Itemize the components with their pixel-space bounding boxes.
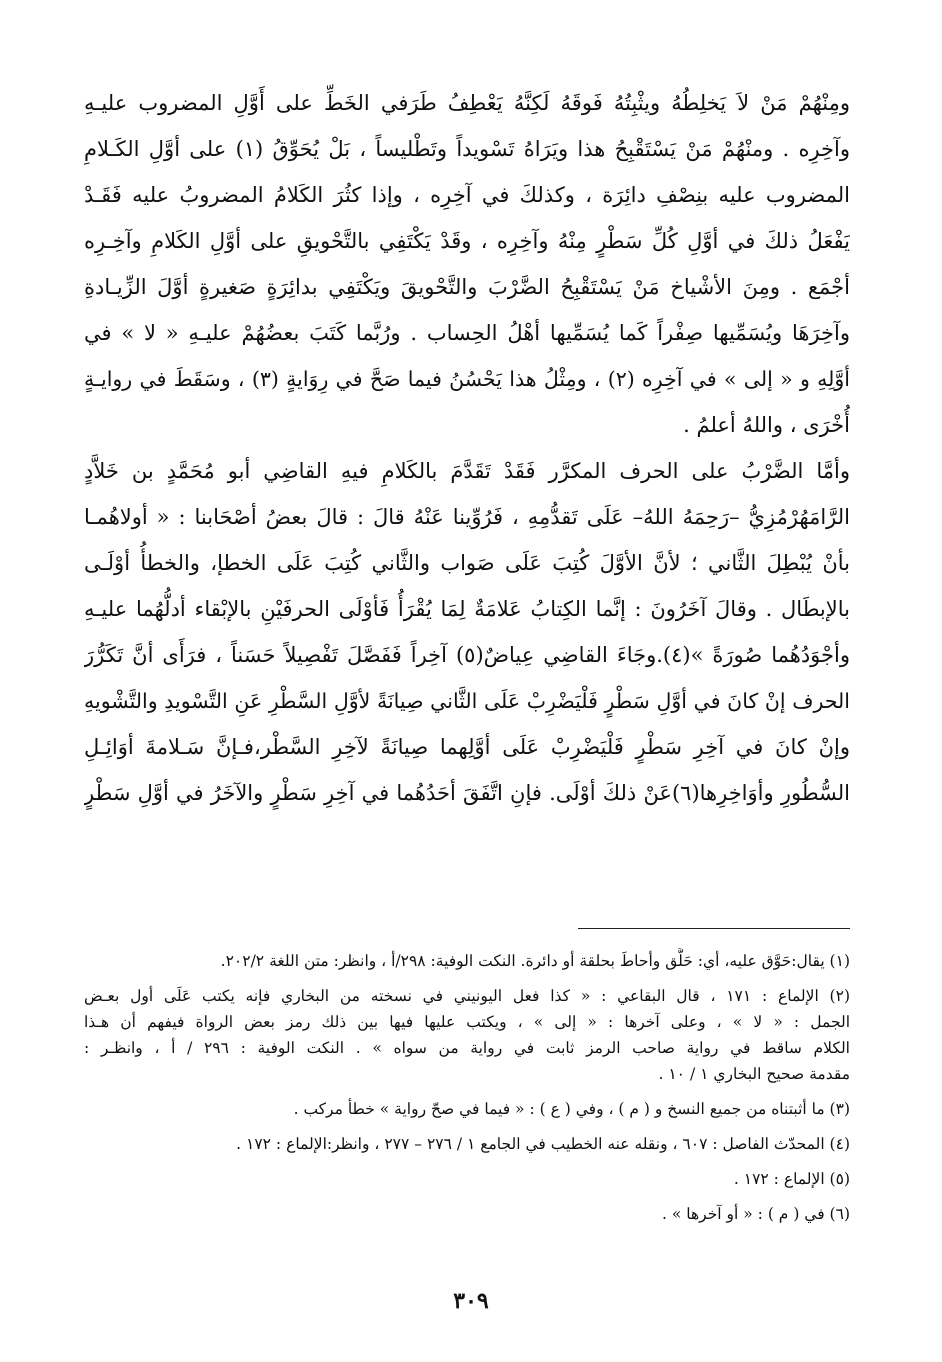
footnote-line: (٣) ما أثبتناه من جميع النسخ و ( م ) ، وفي ( ع ) : « فيما في صحّ رواية » خطأ مركب . — [293, 1100, 850, 1118]
text-line: أُخْرَى ، واللهُ أعلمُ . — [683, 413, 850, 437]
text-line: وأجْوَدُهُما صُورَةً »(٤).وجَاءَ القاضِي عِياضٌ(٥) آخِراً فَفَصَّلَ تَفْصِيلاً حَسَناً ، فرَأَى أنَّ تَكَرُّرَ — [84, 643, 850, 667]
footnote-4 — [84, 1131, 850, 1157]
footnote-line: (٤) المحدّث الفاصل : ٦٠٧ ، ونقله عنه الخطيب في الجامع ١ / ٢٧٦ – ٢٧٧ ، وانظر:الإلماع : ١٧٢ . — [236, 1135, 850, 1153]
footnote-3 — [84, 1096, 850, 1122]
text-line: الحرف إنْ كانَ في أوَّلِ سَطْرٍ فَلْيَضْرِبْ عَلَى الثَّاني صِيانَةً لأوَّلِ السَّطْرِ عَنِ التَّسْويدِ والتَّشْويهِ — [84, 689, 850, 713]
text-line: ومِنْهُمْ مَنْ لاَ يَخلِطُهُ ويثْبِتُهُ فَوقَهُ لَكِنَّهُ يَعْطِفُ طَرَفي الخَطِّ على أَوَّلِ المضروب عليـهِ — [84, 91, 850, 115]
text-line: وأمَّا الضَّرْبُ على الحرف المكرَّر فَقَدْ تَقَدَّمَ بالكَلامِ فيهِ القاضِي أبو مُحَمَّدٍ بن خَلاَّدٍ — [84, 459, 850, 483]
main-text — [84, 80, 850, 816]
footnote-line: الجمل : « لا » ، وعلى آخرها : « إلى » ، ويكتب عليها فيها بين ذلك رمز بعض الرواة فيفهم أن هـذا — [84, 1013, 850, 1031]
text-line: المضروب عليه بنِصْفِ دائِرَة ، وكذلكَ في آخِرِه ، وإذا كثُرَ الكَلامُ المضروبُ عليه فَقَـدْ — [84, 183, 850, 207]
footnote-line: مقدمة صحيح البخاري ١ / ١٠ . — [658, 1065, 850, 1083]
text-line: وآخِرَهَا ويُسَمِّيها صِفْراً كَما يُسَمِّيها أهْلُ الحِساب . ورُبَّما كَتَبَ بعضُهُمْ عليـهِ « لا » في — [84, 321, 850, 345]
text-line: الرَّامَهُرْمُزِيُّ –رَحِمَهُ اللهُ– عَلَى تَقدُّمِهِ ، فَرُوِّينا عَنْهُ قالَ : قالَ بعضُ أصْحَابنا : « أولاهُمـا — [84, 505, 850, 529]
text-line: السُّطُورِ وأوَاخِرِها(٦)عَنْ ذلكَ أوْلَى. فإنِ اتَّفَقَ أحَدُهُما في آخِرِ سَطْرٍ والآخَرُ في أوَّلِ سَطْرٍ — [84, 781, 850, 805]
page-number: ٣٠٩ — [453, 1288, 489, 1314]
footnote-line: الكلام ساقط في رواية صاحب الرمز ثابت في رواية من سواه » . النكت الوفية : ٢٩٦ / أ ، وانظـر : — [84, 1039, 850, 1057]
footnote-line: (١) يقال:حَوَّق عليه، أي: حَلَّق وأحاطَ بحلقة أو دائرة. النكت الوفية: ٢٩٨/أ ، وانظر: متن اللغة ٢٠٢/٢. — [220, 952, 850, 970]
footnote-line: (٦) في ( م ) : « أو آخرها » . — [662, 1205, 850, 1223]
text-line: بالإبطَال . وقالَ آخَرُونَ : إنَّما الكِتابُ عَلامَةٌ لِمَا يُقْرَأُ فَأوْلَى الحرفَيْنِ بالإبْقاء أدلُّهُما عليـهِ — [84, 597, 850, 621]
text-line: بأنْ يُبْطِلَ الثَّاني ؛ لأنَّ الأوَّلَ كُتِبَ عَلَى صَواب والثَّاني كُتِبَ عَلَى الخطإ، والخطأُ أوْلَـى — [84, 551, 850, 575]
text-line: وإنْ كانَ في آخِرِ سَطْرٍ فَلْيَضْرِبْ عَلَى أوَّلِهما صِيانَةً لآخِرِ السَّطْر،فـإنَّ سَـلامةَ أوَائِـلِ — [84, 735, 850, 759]
text-line: أجْمَع . ومِنَ الأشْياخ مَنْ يَسْتَقْبِحُ الضَّرْبَ والتَّحْويقَ ويَكْتَفِي بدائِرَةٍ صَغيرةٍ أوَّلَ الزِّيـادةِ — [84, 275, 850, 299]
text-line: يَفْعَلُ ذلكَ في أوَّلِ كُلِّ سَطْرٍ مِنْهُ وآخِرِه ، وقَدْ يَكْتَفِي بالتَّحْويقِ على أوَّلِ الكَلامِ وآخِـرِه — [84, 229, 850, 253]
footnotes — [84, 948, 850, 1236]
footnote-2 — [84, 983, 850, 1087]
footnote-1 — [84, 948, 850, 974]
text-line: وآخِرِه . ومنْهُمْ مَنْ يَسْتَقْبِحُ هذا ويَرَاهُ تَسْويداً وتَطْليساً ، بَلْ يُحَوِّقُ (١) على أوَّلِ الكَـلامِ — [84, 137, 850, 161]
footnote-6 — [84, 1201, 850, 1227]
footnote-5 — [84, 1166, 850, 1192]
text-line: أوَّلِهِ و « إلى » في آخِرِه (٢) ، ومِثْلُ هذا يَحْسُنُ فيما صَحَّ في رِوَايةٍ (٣) ، وسَقَطَ في روايـةٍ — [84, 367, 850, 391]
footnote-separator — [578, 928, 850, 929]
footnote-line: (٢) الإلماع : ١٧١ ، قال البقاعي : « كذا فعل اليونيني في نسخته من البخاري فإنه يكتب عَلَى أول بعـض — [84, 987, 850, 1005]
footnote-line: (٥) الإلماع : ١٧٢ . — [733, 1170, 850, 1188]
